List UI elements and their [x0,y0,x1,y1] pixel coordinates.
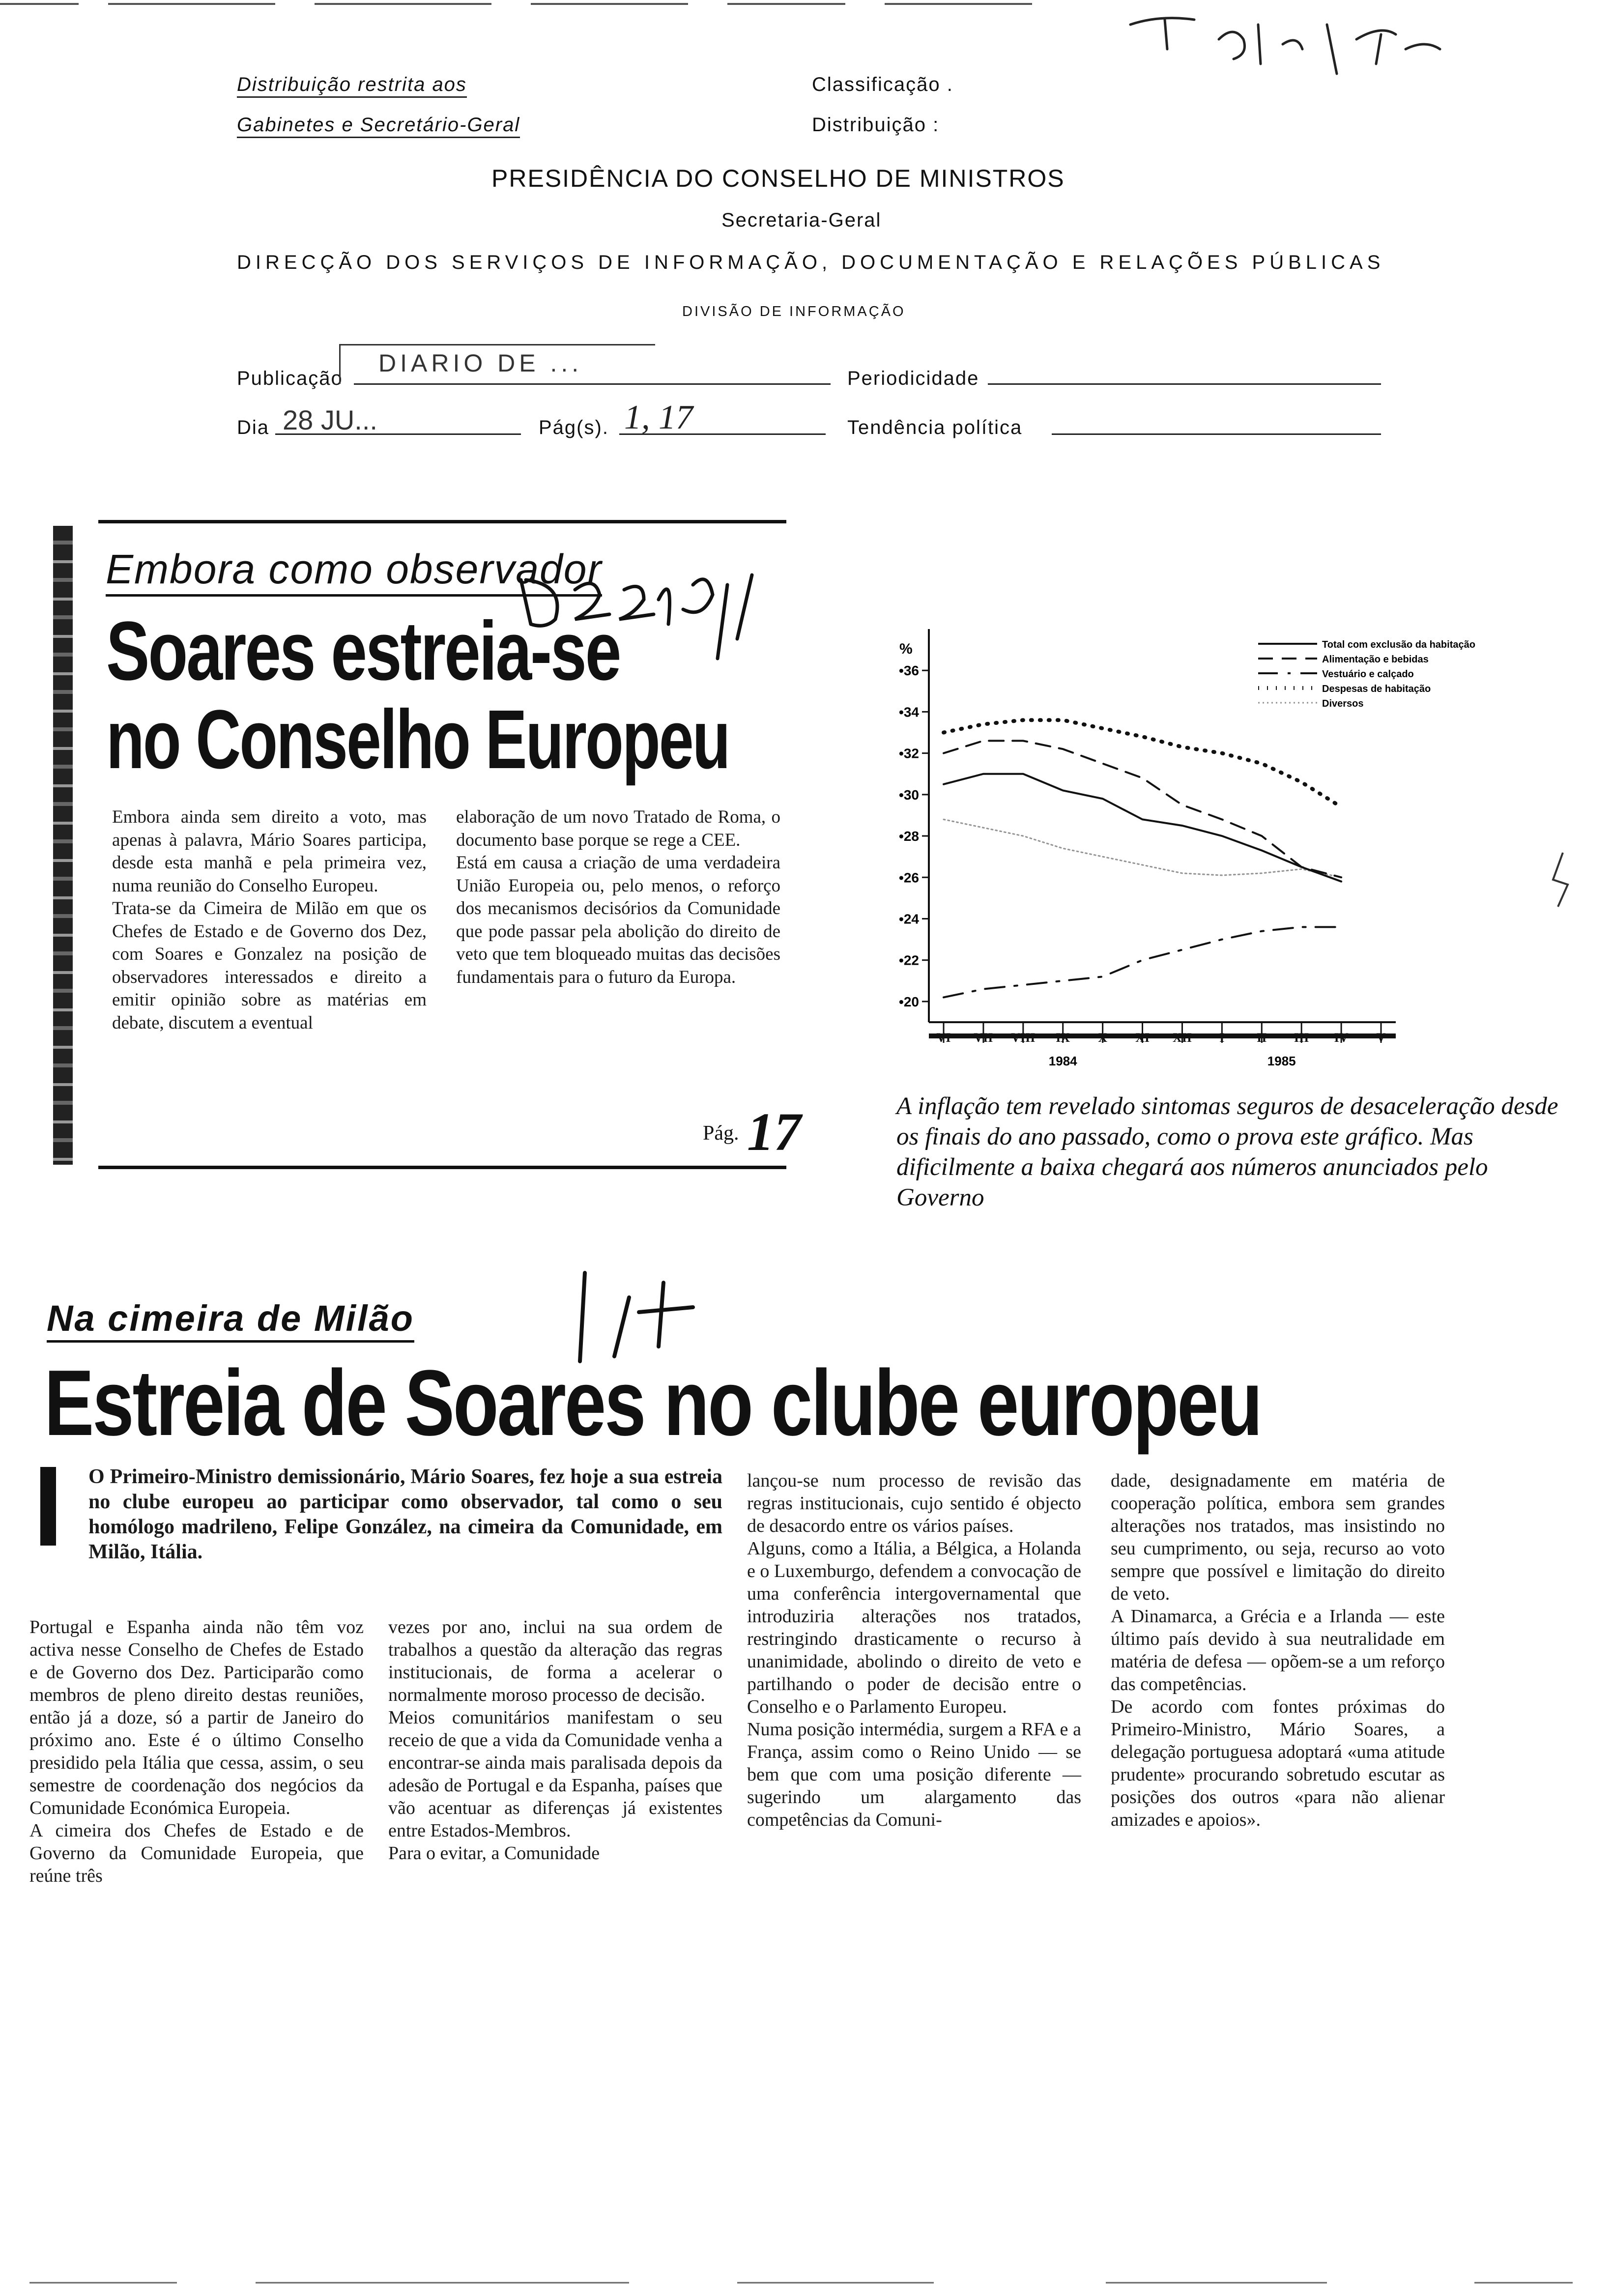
day-label: Dia [237,417,270,438]
distribution-restricted-line1: Distribuição restrita aos [237,74,467,96]
classification-label: Classificação . [812,74,953,95]
chart-series-line-5 [944,819,1341,877]
article1-bottom-rule [98,1166,786,1169]
chart-x-tick-label: X [1098,1031,1108,1045]
publication-field-line [354,383,831,385]
article2-headline: Estreia de Soares no clube europeu [44,1351,1262,1455]
chart-x-tick-label: IV [1334,1031,1349,1045]
chart-series-line-3 [944,927,1341,997]
chart-legend-label: Diversos [1322,698,1364,709]
chart-y-tick-label: •34 [899,704,919,720]
chart-y-tick-label: •26 [899,870,919,886]
handwritten-filing-number [1121,5,1445,79]
chart-legend-label: Despesas de habitação [1322,684,1431,694]
secretariat-subtitle: Secretaria-Geral [721,209,882,231]
chart-caption: A inflação tem revelado sintomas seguros de desaceleração desde os finais do ano passado, como o prova este gráfico. Mas dificilmente a baixa chegará aos números anunciados pelo Governo [896,1092,1558,1211]
publication-label: Publicação [237,368,343,389]
chart-x-tick-label: XII [1172,1031,1192,1045]
chart-y-tick-label: •24 [899,911,919,927]
distribution-restricted-line2: Gabinetes e Secretário-Geral [237,114,520,136]
chart-x-tick-label: IX [1056,1031,1070,1045]
article1-kicker: Embora como observador [106,545,602,593]
tendency-field-line [1052,433,1381,435]
article2-kicker: Na cimeira de Milão [47,1297,414,1339]
chart-legend-label: Alimentação e bebidas [1322,654,1429,665]
article1-page-ref-number: 17 [747,1102,801,1162]
day-value: 28 JU... [283,404,377,435]
division-label: DIVISÃO DE INFORMAÇÃO [682,304,906,319]
day-field-line [275,433,521,435]
distribution-label: Distribuição : [812,114,940,136]
chart-series-line-2 [944,741,1341,877]
article2-column-1: Portugal e Espanha ainda não têm voz activa nesse Conselho de Chefes de Estado e de Governo dos Dez. Participarão como membros de pleno direito destas reuniões, então já a doze, só a partir de Janeiro do próximo ano. Este é o último Conselho presidido pela Itália que cessa, assim, o seu semestre de coordenação dos negócios da Comunidade Económica Europeia. A cimeira dos Chefes de Estado e de Governo da Comunidade Europeia, que reúne três [29,1617,364,1886]
chart-y-tick-label: •28 [899,829,919,844]
chart-y-tick-label: •32 [899,746,919,761]
chart-legend-label: Vestuário e calçado [1322,669,1414,680]
chart-legend-label: Total com exclusão da habitação [1322,639,1475,650]
pages-label: Pág(s). [539,417,609,438]
chart-x-tick-label: III [1294,1031,1309,1045]
pages-field-line [619,433,826,435]
article1-column-1: Embora ainda sem direito a voto, mas apenas à palavra, Mário Soares participa, desde esta manhã e pela primeira vez, numa reunião do Conselho Europeu. Trata-se da Cimeira de Milão em que os Chefes de Estado e de Governo dos Dez, com Soares e Gonzalez na posição de observadores interessados e direito a emitir opinião sobre as matérias em debate, discutem a eventual [112,807,427,1033]
margin-handwritten-mark [1548,850,1578,909]
publication-value: DIARIO DE ... [378,349,583,377]
tendency-label: Tendência política [847,417,1023,438]
article1-headline-line2: no Conselho Europeu [106,693,729,786]
chart-y-tick-label: •20 [899,994,919,1009]
directorate-line: DIRECÇÃO DOS SERVIÇOS DE INFORMAÇÃO, DOCUMENTAÇÃO E RELAÇÕES PÚBLICAS [237,252,1385,273]
chart-y-tick-label: •36 [899,663,919,679]
periodicity-field-line [988,383,1381,385]
chart-y-tick-label: •30 [899,787,919,803]
chart-year-label: 1985 [1267,1054,1296,1068]
article2-lead: O Primeiro-Ministro demissionário, Mário Soares, fez hoje a sua estreia no clube europeu ao participar como observador, tal como o seu homólogo madrileno, Felipe González, na cimeira da Comunidade, em Milão, Itália. [88,1465,722,1563]
chart-x-tick-label: VII [974,1031,993,1045]
article2-column-4: dade, designadamente em matéria de cooperação política, embora sem grandes alterações nos tratados, mas insistindo no seu cumprimento, ou seja, recurso ao voto sempre que possível e limitação do direito de veto. A Dinamarca, a Grécia e a Irlanda — este último país devido à sua neutralidade em matéria de defesa — opõem-se a um reforço das competências. De acordo com fontes próximas do Primeiro-Ministro, Mário Soares, a delegação portuguesa adoptará «uma atitude prudente» procurando sobretudo escutar as posições dos outros «para não alienar amizades e apoios». [1111,1470,1445,1830]
chart-x-tick-label: VIII [1011,1031,1036,1045]
article2-column-2: vezes por ano, inclui na sua ordem de trabalhos a questão da alteração das regras institucionais, de forma a acelerar o normalmente moroso processo de decisão. Meios comunitários manifestam o seu receio de que a vida da Comunidade venha a encontrar-se ainda mais paralisada depois da adesão de Portugal e da Espanha, países que vão acentuar as diferenças já existentes entre Estados-Membros. Para o evitar, a Comunidade [388,1617,722,1864]
scan-bottom-dashes [0,2275,1612,2290]
chart-x-tick-label: XI [1135,1031,1150,1045]
periodicity-label: Periodicidade [847,368,979,389]
article1-page-ref-label: Pág. [703,1122,739,1145]
chart-x-tick-label: II [1257,1031,1267,1045]
chart-y-tick-label: •22 [899,952,919,968]
chart-series-line-4 [944,720,1341,807]
article1-top-rule [98,520,786,523]
article1-scan-edge [53,526,73,1165]
pages-value: 1, 17 [624,399,693,436]
article2-column-3: lançou-se num processo de revisão das regras institucionais, cujo sentido é objecto de desacordo entre os vários países. Alguns, como a Itália, a Bélgica, a Holanda e o Luxemburgo, defendem a convocação de uma conferência intergovernamental que introduziria alterações nos tratados, restringindo drasticamente o recurso à unanimidade, abolindo o direito de veto e partilhando o poder de decisão entre o Conselho e o Parlamento Europeu. Numa posição intermédia, surgem a RFA e a França, assim como o Reino Unido — se bem que com uma posição diferente — sugerindo um alargamento das competências da Comuni- [747,1470,1081,1830]
chart-x-tick-label: VI [936,1031,951,1045]
chart-y-unit: % [899,641,913,657]
presidency-title: PRESIDÊNCIA DO CONSELHO DE MINISTROS [491,165,1065,192]
chart-x-tick-label: I [1219,1031,1225,1045]
article2-drop-bar [40,1467,56,1546]
chart-year-label: 1984 [1048,1054,1077,1068]
article1-column-2: elaboração de um novo Tratado de Roma, o documento base porque se rege a CEE. Está em causa a criação de uma verdadeira União Europeia ou, pelo menos, o reforço dos mecanismos decisórios da Comunidade que pode passar pela abolição do direito de veto que tem bloqueado muitas das decisões fundamentais para o futuro da Europa. [456,807,780,987]
inflation-line-chart [885,624,1583,1086]
chart-x-tick-label: V [1376,1031,1386,1045]
article1-headline-line1: Soares estreia-se [106,604,620,698]
